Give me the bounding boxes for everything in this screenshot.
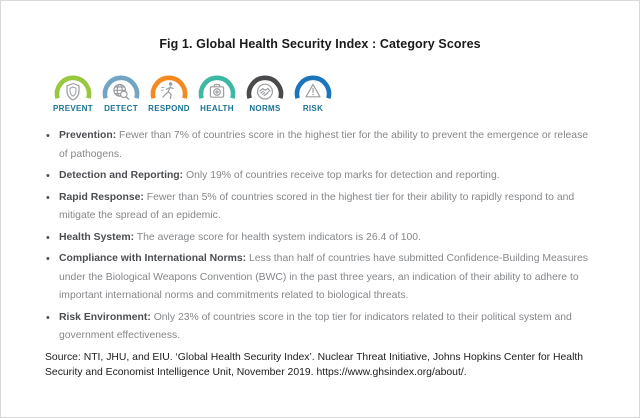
prevent-arc (57, 78, 89, 98)
bullet-text: The average score for health system indicators is 26.4 of 100. (134, 231, 421, 243)
respond-gauge (149, 75, 189, 103)
bullet-term: Prevention: (59, 130, 117, 141)
bullet-item-norms (46, 250, 598, 306)
bullet-term: Detection and Reporting: (59, 170, 184, 181)
norms-gauge (245, 75, 285, 103)
figure-title: Fig 1. Global Health Security Index : Category Scores (159, 37, 481, 51)
bullet-text: Fewer than 5% of countries scored in the highest tier for their ability to rapidly respond to and mitigate the spread of an epidemic. (59, 191, 575, 221)
bullet-text: Fewer than 7% of countries score in the highest tier for the ability to prevent the emergence or release of pathogens. (59, 130, 589, 160)
risk-gauge (293, 75, 333, 103)
health-gauge (197, 75, 237, 103)
category-health (194, 75, 240, 113)
category-label-norms: NORMS (249, 104, 281, 113)
category-respond (146, 75, 192, 113)
category-label-detect: DETECT (104, 104, 138, 113)
category-prevent (50, 75, 96, 113)
category-norms (242, 75, 288, 113)
bullet-list (46, 127, 598, 346)
source-note: Source: NTI, JHU, and EIU. ‘Global Health Security Index’. Nuclear Threat Initiative, Johns Hopkins Center for Health Security and Economist Intelligence Unit, November 2019. https://www.ghsindex.org/about/. (45, 351, 584, 378)
medical-kit-icon (210, 85, 223, 98)
bullet-item-rapid-response (46, 189, 598, 226)
warning-triangle-icon (306, 84, 320, 96)
bullet-item-health-system (46, 229, 598, 248)
bullet-item-risk (46, 309, 598, 346)
bullet-term: Compliance with International Norms: (59, 253, 247, 264)
prevent-gauge (53, 75, 93, 103)
shield-icon (67, 84, 79, 101)
bullet-text: Only 23% of countries score in the top tier for indicators related to their political system and government effectiveness. (59, 311, 572, 341)
category-icons-row (50, 75, 639, 113)
category-risk (290, 75, 336, 113)
bullet-text: Only 19% of countries receive top marks for detection and reporting. (183, 170, 500, 181)
bullet-term: Health System: (59, 231, 135, 243)
category-label-respond: RESPOND (148, 104, 190, 113)
category-label-prevent: PREVENT (53, 104, 93, 113)
bullet-term: Rapid Response: (59, 191, 144, 203)
category-label-health: HEALTH (200, 104, 234, 113)
bullet-term: Risk Environment: (59, 311, 151, 323)
detect-gauge (101, 75, 141, 103)
bullet-item-detection (46, 167, 598, 186)
bullet-text: Less than half of countries have submitted Confidence-Building Measures under the Biological Weapons Convention (BWC) in the past three years, an indication of their ability to adhere to important international norms and commitments related to biological threats. (59, 253, 588, 301)
handshake-icon (258, 84, 273, 99)
category-detect (98, 75, 144, 113)
category-label-risk: RISK (302, 104, 324, 113)
globe-magnifier-icon (114, 85, 129, 100)
bullet-item-prevention (46, 127, 598, 164)
runner-icon (161, 82, 173, 98)
